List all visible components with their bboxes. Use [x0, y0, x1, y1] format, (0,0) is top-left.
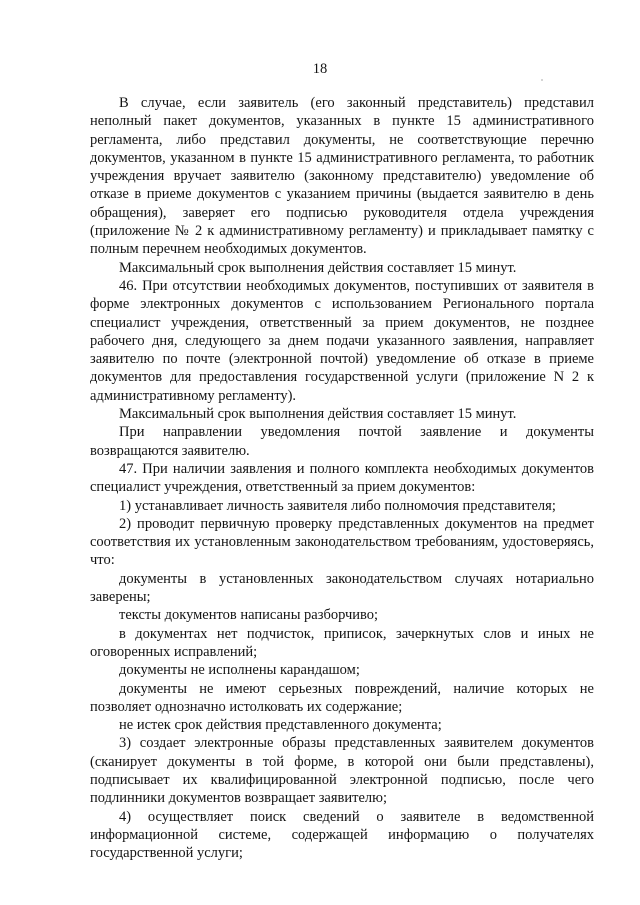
check-item: документы не имеют серьезных повреждений, наличие которых не позволяет однозначно истолковать их содержание;: [90, 680, 594, 715]
check-item: в документах нет подчисток, приписок, зачеркнутых слов и иных не оговоренных исправлений;: [90, 625, 594, 660]
document-body: [90, 94, 594, 862]
list-item: 1) устанавливает личность заявителя либо полномочия представителя;: [119, 497, 556, 514]
page-number: 18: [312, 61, 328, 77]
list-item: 2) проводит первичную проверку представленных документов на предмет соответствия их установленным законодательством требованиям, удостоверяясь, что:: [90, 515, 594, 569]
check-item: документы в установленных законодательством случаях нотариально заверены;: [90, 570, 594, 606]
paragraph-max-time: Максимальный срок выполнения действия составляет 15 минут.: [119, 406, 517, 423]
paragraph-max-time: Максимальный срок выполнения действия составляет 15 минут.: [119, 259, 517, 276]
check-item: не истек срок действия представленного документа;: [119, 717, 442, 734]
scan-speck: [541, 79, 543, 81]
list-item: 4) осуществляет поиск сведений о заявителе в ведомственной информационной системе, содержащей информацию о получателях государственной услуги;: [90, 808, 594, 862]
paragraph-mail-return: При направлении уведомления почтой заявление и документы возвращаются заявителю.: [90, 424, 594, 459]
check-item: тексты документов написаны разборчиво;: [119, 607, 379, 624]
paragraph-item-46: 46. При отсутствии необходимых документов, поступивших от заявителя в форме электронных документов с использованием Регионального портала специалист учреждения, ответственный за прием документов, не позднее рабочего дня, следующего за днем подачи указанного заявления, направляет заявителю по почте (электронной почтой) уведомление об отказе в приеме документов для предоставления государственной услуги (приложение N 2 к административному регламенту).: [90, 277, 594, 404]
list-item: 3) создает электронные образы представленных заявителем документов (сканирует документы в той форме, в которой они были представлены), подписывает их квалифицированной электронной подписью, после чего подлинники документов возвращает заявителю;: [90, 735, 594, 807]
check-item: документы не исполнены карандашом;: [119, 662, 360, 679]
paragraph-item-47: 47. При наличии заявления и полного комплекта необходимых документов специалист учреждения, ответственный за прием документов:: [90, 460, 594, 496]
paragraph-incomplete-package: В случае, если заявитель (его законный представитель) представил неполный пакет документов, указанных в пункте 15 административного регламента, либо представил документы, не соответствующие перечню документов, указанном в пункте 15 административного регламента, то работник учреждения вручает заявителю (законному представителю) уведомление об отказе в приеме документов с указанием причины (выдается заявителю в день обращения), заверяет его подписью руководителя отдела учреждения (приложение № 2 к административному регламенту) и прикладывает памятку с полным перечнем необходимых документов.: [90, 95, 594, 258]
